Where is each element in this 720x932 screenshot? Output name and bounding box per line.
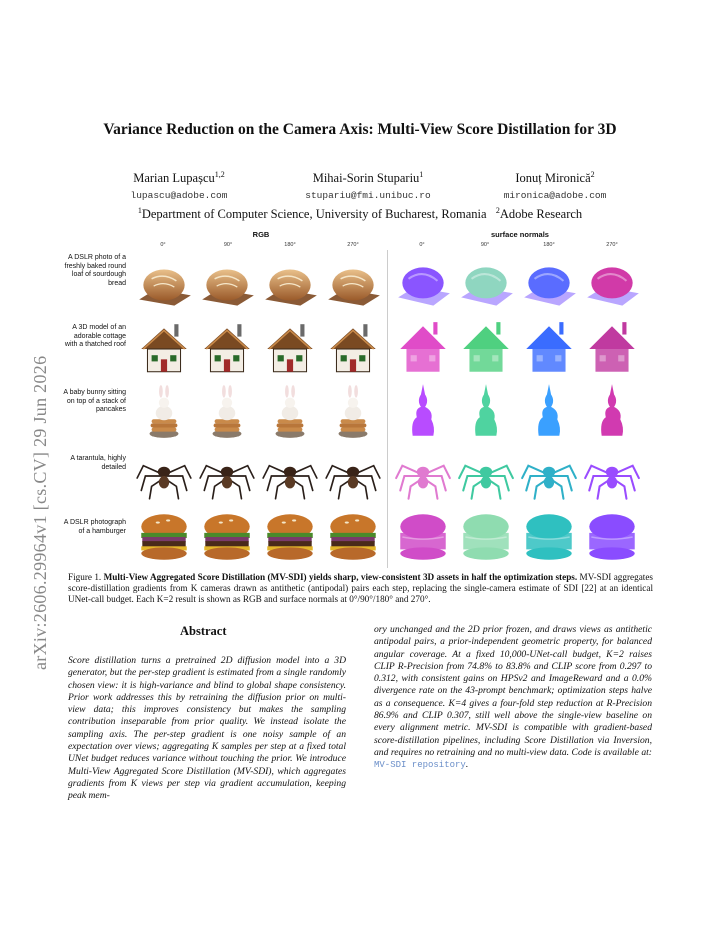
prompt-tarantula: A tarantula, highly detailed (70, 455, 126, 471)
bunny-normal-180 (518, 380, 580, 442)
bunny-normal-0 (392, 380, 454, 442)
prompt-bunny: A baby bunny sitting on top of a stack of pancakes (63, 389, 126, 414)
tarantula-rgb-0 (133, 445, 195, 507)
bread-normal-0 (392, 254, 454, 316)
abstract-right-tail: . (465, 759, 469, 771)
prompt-cottage: A 3D model of an adorable cottage with a thatched roof (64, 324, 126, 349)
cottage-rgb-0 (133, 318, 195, 380)
affiliation-1: Department of Computer Science, University of Bucharest, Romania (141, 207, 487, 222)
hamburger-normal-270 (581, 506, 643, 568)
author-1-name: Marian Lupașcu (133, 171, 215, 186)
hamburger-normal-90 (455, 506, 517, 568)
figure-divider (387, 250, 388, 568)
author-3-name: Ionuț Mironică (515, 171, 591, 186)
cottage-rgb-180 (259, 318, 321, 380)
bunny-normal-270 (581, 380, 643, 442)
affiliation-2: Adobe Research (499, 207, 583, 222)
caption-label: Figure 1. (68, 572, 102, 582)
tarantula-rgb-180 (259, 445, 321, 507)
caption-body: MV-SDI aggregates score-distillation gradients from K cameras drawn as antithetic (antipodal) pairs each step, replacing the single-camera estimate of SDI [22] at an identical UNet-call budget. Each K=2 result is shown as RGB and surface normals at 0°/90°/180° and 270°. (68, 572, 654, 605)
bread-normal-90 (455, 254, 517, 316)
angle-label-rgb-180: 180° (284, 242, 296, 248)
cottage-normal-270 (581, 318, 643, 380)
angle-label-normal-270: 270° (606, 242, 618, 248)
tarantula-normal-0 (392, 445, 454, 507)
author-2-name: Mihai-Sorin Stupariu (312, 171, 420, 186)
bunny-rgb-180 (259, 380, 321, 442)
cottage-normal-90 (455, 318, 517, 380)
abstract-right-text: ory unchanged and the 2D prior frozen, and draws views as antithetic antipodal pairs, a prior-independent geometric property, for balanced angular coverage. At a fixed 10,000-UNet-call budget, K=2 raises CLIP R-Precision from 74.8% to 83.8% and CLIP score from 0.297 to 0.312, with consistent gains on HPSv2 and ImageReward and a 0.0% divergence rate on the 43-prompt benchmark; optimization steps halve as a consequence. K=4 gives a four-fold step reduction at R-Precision 86.9% and CLIP 0.307, still well above the single-view baseline on every alignment metric. MV-SDI is compatible with gradient-based score-distillation pipelines, including Score Distillation via Inversion, and requires no retraining and no multi-view data. Code is available at: (374, 624, 652, 758)
hamburger-rgb-270 (322, 506, 384, 568)
hamburger-rgb-180 (259, 506, 321, 568)
tarantula-rgb-270 (322, 445, 384, 507)
angle-label-normal-0: 0° (419, 242, 425, 248)
angle-label-normal-90: 90° (480, 242, 490, 248)
author-3-sup: 2 (590, 170, 595, 179)
cottage-rgb-90 (196, 318, 258, 380)
bread-normal-270 (581, 254, 643, 316)
hamburger-normal-180 (518, 506, 580, 568)
bread-rgb-0 (133, 254, 195, 316)
cottage-rgb-270 (322, 318, 384, 380)
angle-label-rgb-90: 90° (223, 242, 233, 248)
author-2 (283, 170, 453, 186)
arxiv-stamp (30, 270, 52, 670)
angle-label-normal-180: 180° (543, 242, 555, 248)
author-1-email[interactable]: lupascu@adobe.com (130, 190, 228, 201)
bunny-normal-90 (455, 380, 517, 442)
bunny-rgb-90 (196, 380, 258, 442)
abstract-right-column (374, 624, 652, 772)
cottage-normal-180 (518, 318, 580, 380)
hamburger-rgb-90 (196, 506, 258, 568)
tarantula-rgb-90 (196, 445, 258, 507)
prompt-bread: A DSLR photo of a freshly baked round loaf of sourdough bread (64, 254, 126, 287)
angle-label-rgb-0: 0° (160, 242, 166, 248)
paper-title: Variance Reduction on the Camera Axis: Multi-View Score Distillation for 3D (103, 121, 617, 138)
tarantula-normal-270 (581, 445, 643, 507)
code-link[interactable]: MV-SDI repository (374, 760, 466, 771)
bread-rgb-90 (196, 254, 258, 316)
prompt-hamburger: A DSLR photograph of a hamburger (63, 519, 126, 535)
caption-bold: Multi-View Aggregated Score Distillation (MV-SDI) yields sharp, view-consistent 3D assets in half the optimization steps. (103, 572, 578, 582)
author-1-sup: 1,2 (214, 170, 225, 179)
bunny-rgb-270 (322, 380, 384, 442)
figure-caption (68, 572, 653, 606)
arxiv-stamp-text: arXiv:2606.29964v1 [cs.CV] 29 Jun 2026 (30, 355, 50, 670)
abstract-heading: Abstract (180, 624, 227, 638)
angle-label-rgb-270: 270° (347, 242, 359, 248)
hamburger-normal-0 (392, 506, 454, 568)
tarantula-normal-180 (518, 445, 580, 507)
bread-rgb-270 (322, 254, 384, 316)
figure-group-rgb: RGB (252, 230, 270, 239)
author-2-email[interactable]: stupariu@fmi.unibuc.ro (305, 190, 431, 201)
figure-group-normals: surface normals (491, 230, 549, 239)
author-3 (490, 170, 620, 186)
bread-normal-180 (518, 254, 580, 316)
bunny-rgb-0 (133, 380, 195, 442)
tarantula-normal-90 (455, 445, 517, 507)
affiliations: $^1$Department of Computer Science, University of Bucharest, Romania $^2$Adobe Research (137, 206, 583, 222)
hamburger-rgb-0 (133, 506, 195, 568)
abstract-left-column: Score distillation turns a pretrained 2D diffusion model into a 3D generator, but the per-step gradient is estimated from a single randomly chosen view: it is high-variance and blind to global shape consistency. Prior work addresses this by retraining the diffusion prior on multi-view data; this improves consistency but makes the sampling contribution inseparable from prior quality. We instead isolate the sampling axis. The per-step gradient is one noisy sample of an expectation over views; aggregating K samples per step at a fixed total UNet budget reduces variance without touching the prior. We introduce Multi-View Aggregated Score Distillation (MV-SDI), which aggregates gradients from K views per step via gradient accumulation, keeping peak mem- (68, 655, 346, 802)
author-3-email[interactable]: mironica@adobe.com (503, 190, 607, 201)
author-1 (104, 170, 254, 186)
bread-rgb-180 (259, 254, 321, 316)
author-2-sup: 1 (419, 170, 424, 179)
cottage-normal-0 (392, 318, 454, 380)
